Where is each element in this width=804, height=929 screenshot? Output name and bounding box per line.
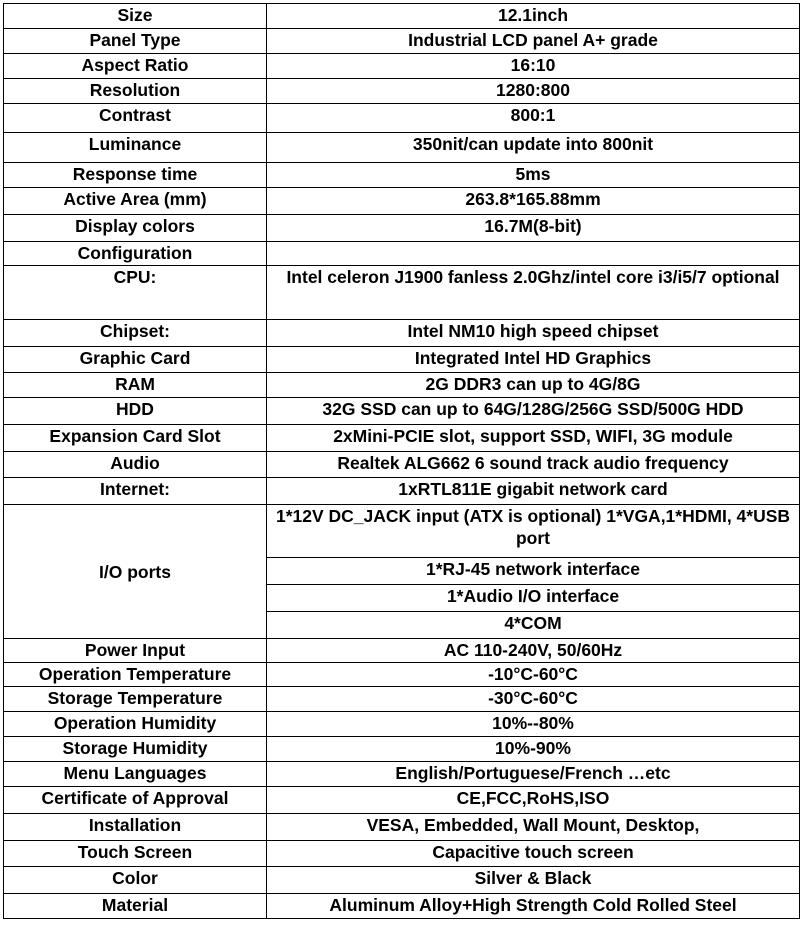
spec-value: 16:10 [267,54,800,79]
spec-value: Intel NM10 high speed chipset [267,320,800,347]
table-row [4,712,800,737]
spec-label: Storage Temperature [4,687,267,712]
spec-label: RAM [4,373,267,398]
spec-value: 1*Audio I/O interface [267,585,800,612]
spec-label: Power Input [4,639,267,663]
table-row [4,398,800,425]
spec-value: 1*12V DC_JACK input (ATX is optional) 1*VGA,1*HDMI, 4*USB port [267,505,800,558]
table-row [4,762,800,787]
spec-value: 2G DDR3 can up to 4G/8G [267,373,800,398]
table-row [4,104,800,133]
table-row [4,505,800,558]
table-row [4,452,800,478]
table-row [4,133,800,163]
spec-label: HDD [4,398,267,425]
spec-label: Chipset: [4,320,267,347]
spec-label: Response time [4,163,267,188]
spec-value: 2xMini-PCIE slot, support SSD, WIFI, 3G module [267,425,800,452]
spec-value: English/Portuguese/French …etc [267,762,800,787]
table-row [4,188,800,215]
spec-label: Storage Humidity [4,737,267,762]
spec-value: Aluminum Alloy+High Strength Cold Rolled Steel [267,894,800,919]
table-row [4,814,800,841]
spec-label: Aspect Ratio [4,54,267,79]
spec-label: I/O ports [4,505,267,639]
table-row [4,894,800,919]
table-row [4,4,800,29]
table-row [4,841,800,867]
spec-value: 10%-90% [267,737,800,762]
spec-value: Capacitive touch screen [267,841,800,867]
table-row [4,663,800,687]
spec-label: Internet: [4,478,267,505]
spec-value [267,242,800,266]
table-row [4,478,800,505]
spec-label: Menu Languages [4,762,267,787]
spec-value: 800:1 [267,104,800,133]
spec-label: Installation [4,814,267,841]
spec-value: Silver & Black [267,867,800,894]
table-row [4,163,800,188]
spec-value: 4*COM [267,612,800,639]
table-row [4,29,800,54]
table-row [4,320,800,347]
spec-label: Graphic Card [4,347,267,373]
spec-label: Operation Temperature [4,663,267,687]
spec-label: Display colors [4,215,267,242]
table-row [4,737,800,762]
spec-value: -10°C-60°C [267,663,800,687]
spec-value: Intel celeron J1900 fanless 2.0Ghz/intel core i3/i5/7 optional [267,266,800,320]
spec-label: CPU: [4,266,267,320]
spec-label: Touch Screen [4,841,267,867]
spec-value: 1*RJ-45 network interface [267,558,800,585]
spec-label: Certificate of Approval [4,787,267,814]
spec-value: 350nit/can update into 800nit [267,133,800,163]
table-row [4,373,800,398]
spec-label: Expansion Card Slot [4,425,267,452]
spec-label: Audio [4,452,267,478]
spec-value: CE,FCC,RoHS,ISO [267,787,800,814]
spec-label: Resolution [4,79,267,104]
table-row [4,347,800,373]
spec-value: 1xRTL811E gigabit network card [267,478,800,505]
spec-value: 16.7M(8-bit) [267,215,800,242]
spec-value: VESA, Embedded, Wall Mount, Desktop, [267,814,800,841]
table-row [4,867,800,894]
spec-value: Integrated Intel HD Graphics [267,347,800,373]
spec-value: Industrial LCD panel A+ grade [267,29,800,54]
spec-label: Material [4,894,267,919]
spec-label: Operation Humidity [4,712,267,737]
table-row [4,215,800,242]
table-row [4,425,800,452]
spec-value: 10%--80% [267,712,800,737]
spec-label: Contrast [4,104,267,133]
table-row [4,266,800,320]
table-row [4,687,800,712]
spec-value: 1280:800 [267,79,800,104]
table-row [4,242,800,266]
spec-label: Luminance [4,133,267,163]
spec-value: 5ms [267,163,800,188]
table-row [4,639,800,663]
spec-value: AC 110-240V, 50/60Hz [267,639,800,663]
table-row [4,787,800,814]
spec-label: Active Area (mm) [4,188,267,215]
spec-value: 12.1inch [267,4,800,29]
spec-label: Size [4,4,267,29]
spec-value: 263.8*165.88mm [267,188,800,215]
table-row [4,79,800,104]
spec-table [3,3,800,919]
spec-label: Panel Type [4,29,267,54]
spec-value: Realtek ALG662 6 sound track audio frequency [267,452,800,478]
spec-label: Color [4,867,267,894]
spec-value: -30°C-60°C [267,687,800,712]
table-row [4,54,800,79]
spec-value: 32G SSD can up to 64G/128G/256G SSD/500G HDD [267,398,800,425]
spec-label: Configuration [4,242,267,266]
